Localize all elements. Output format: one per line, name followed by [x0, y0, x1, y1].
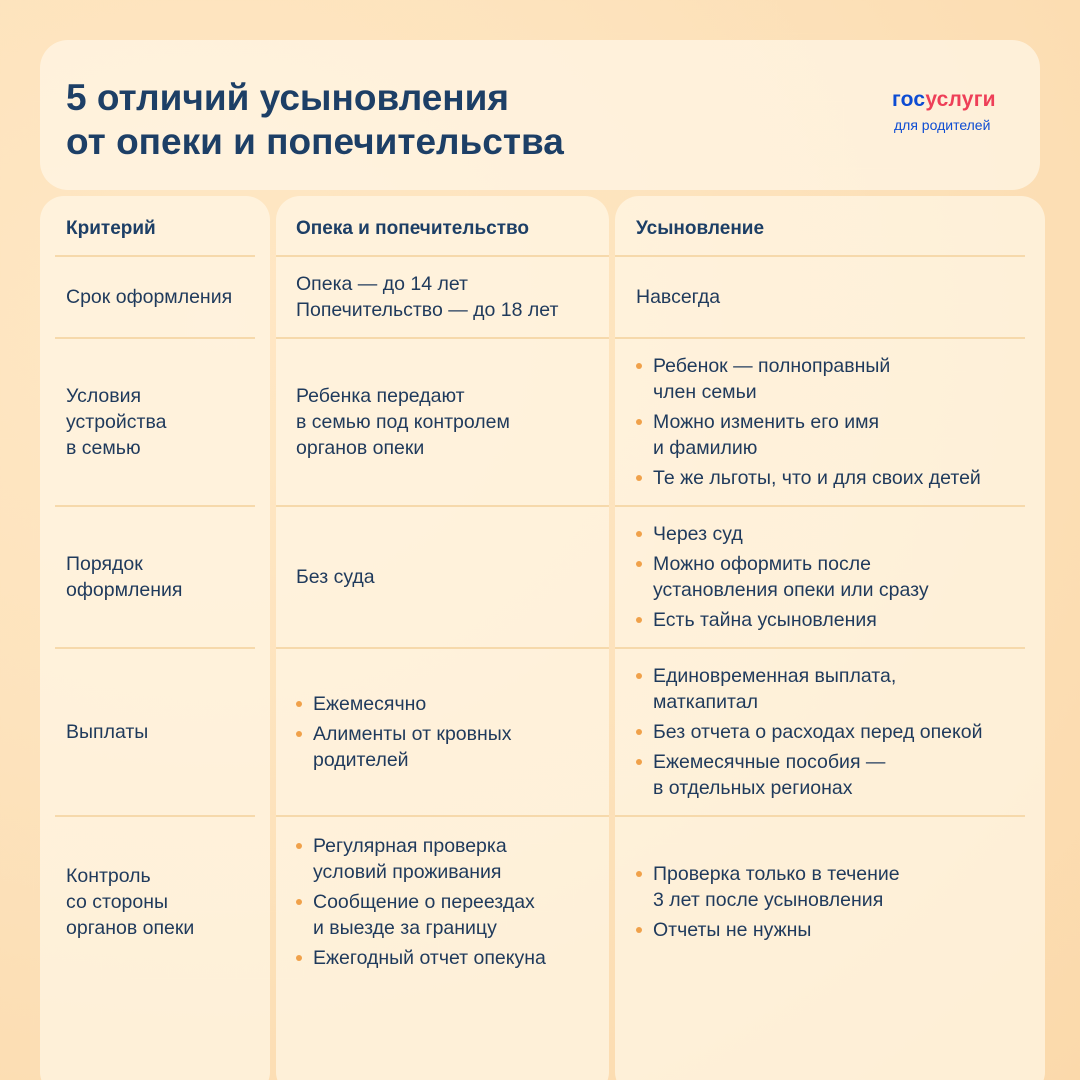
list-item-line: и выезде за границу: [313, 917, 497, 939]
cell-text: Опека — до 14 лет: [296, 273, 468, 295]
bullet-list: [636, 663, 1036, 801]
cell-text: Порядок: [66, 553, 143, 575]
list-item-line: Можно изменить его имя: [653, 411, 880, 433]
bullet-list: [636, 521, 1036, 633]
list-item-line: установления опеки или сразу: [653, 579, 929, 601]
list-item: [296, 721, 606, 773]
cell-adoption: [636, 339, 1036, 505]
list-item-line: Есть тайна усыновления: [653, 609, 877, 631]
list-item: [636, 353, 1036, 405]
list-item-line: Ежегодный отчет опекуна: [313, 947, 546, 969]
list-item: [296, 945, 606, 971]
cell-text: органов опеки: [296, 437, 425, 459]
cell-text: со стороны: [66, 891, 169, 913]
list-item-line: Ежемесячные пособия —: [653, 751, 886, 773]
cell-guardianship: [296, 339, 606, 505]
bullet-list: [296, 691, 606, 773]
logo-part-uslugi: услуги: [925, 88, 996, 111]
list-item: [296, 833, 606, 885]
cell-text: Условия: [66, 385, 142, 407]
cell-criterion: [66, 339, 266, 505]
list-item-line: Ежемесячно: [313, 693, 427, 715]
cell-text: Срок оформления: [66, 286, 233, 308]
list-item-line: Можно оформить после: [653, 553, 871, 575]
cell-text: Выплаты: [66, 721, 149, 743]
cell-text: Без суда: [296, 566, 375, 588]
header-guardianship: Опека и попечительство: [296, 218, 530, 239]
list-item-line: член семьи: [653, 381, 757, 403]
bullet-list: [636, 353, 1036, 491]
list-item: [636, 861, 1036, 913]
cell-guardianship: [296, 817, 606, 987]
list-item-line: Те же льготы, что и для своих детей: [653, 467, 981, 489]
page-title-line: от опеки и попечительства: [66, 121, 564, 162]
cell-text: Попечительство — до 18 лет: [296, 299, 559, 321]
list-item-line: Через суд: [653, 523, 743, 545]
list-item-line: 3 лет после усыновления: [653, 889, 884, 911]
list-item: [636, 917, 1036, 943]
list-item: [636, 749, 1036, 801]
list-item-line: Алименты от кровных: [313, 723, 512, 745]
cell-guardianship: [296, 649, 606, 815]
list-item: [636, 409, 1036, 461]
bullet-list: [636, 861, 1036, 943]
cell-text: устройства: [66, 411, 167, 433]
list-item-line: и фамилию: [653, 437, 758, 459]
list-item-line: Единовременная выплата,: [653, 665, 897, 687]
gosuslugi-logo: [892, 88, 1042, 135]
list-item: [636, 465, 1036, 491]
cell-guardianship: [296, 507, 606, 647]
cell-text: Контроль: [66, 865, 151, 887]
header-criterion: Критерий: [66, 218, 156, 239]
header-adoption: Усыновление: [636, 218, 765, 239]
list-item-line: Регулярная проверка: [313, 835, 507, 857]
cell-text: Ребенка передают: [296, 385, 465, 407]
list-item-line: Отчеты не нужны: [653, 919, 812, 941]
cell-criterion: [66, 817, 266, 987]
list-item: [636, 607, 1036, 633]
cell-criterion: [66, 507, 266, 647]
list-item-line: родителей: [313, 749, 409, 771]
cell-text: оформления: [66, 579, 183, 601]
cell-adoption: [636, 649, 1036, 815]
page-title: [66, 76, 766, 164]
logo-part-gos: гос: [892, 88, 926, 111]
list-item-line: в отдельных регионах: [653, 777, 853, 799]
list-item-line: условий проживания: [313, 861, 502, 883]
cell-adoption: [636, 817, 1036, 987]
cell-text: органов опеки: [66, 917, 195, 939]
list-item-line: Проверка только в течение: [653, 863, 900, 885]
logo-subtitle: для родителей: [894, 117, 991, 133]
list-item: [636, 719, 1036, 745]
cell-text: в семью под контролем: [296, 411, 510, 433]
cell-adoption: [636, 257, 1036, 337]
list-item-line: маткапитал: [653, 691, 758, 713]
cell-text: в семью: [66, 437, 141, 459]
cell-criterion: [66, 257, 266, 337]
list-item-line: Ребенок — полноправный: [653, 355, 891, 377]
list-item: [296, 889, 606, 941]
list-item: [636, 551, 1036, 603]
list-item: [636, 521, 1036, 547]
list-item-line: Без отчета о расходах перед опекой: [653, 721, 983, 743]
cell-text: Навсегда: [636, 286, 721, 308]
logo-wordmark: [892, 88, 1042, 112]
cell-adoption: [636, 507, 1036, 647]
page-title-line: 5 отличий усыновления: [66, 77, 509, 118]
list-item: [636, 663, 1036, 715]
cell-criterion: [66, 649, 266, 815]
bullet-list: [296, 833, 606, 971]
cell-guardianship: [296, 257, 606, 337]
list-item: [296, 691, 606, 717]
list-item-line: Сообщение о переездах: [313, 891, 535, 913]
